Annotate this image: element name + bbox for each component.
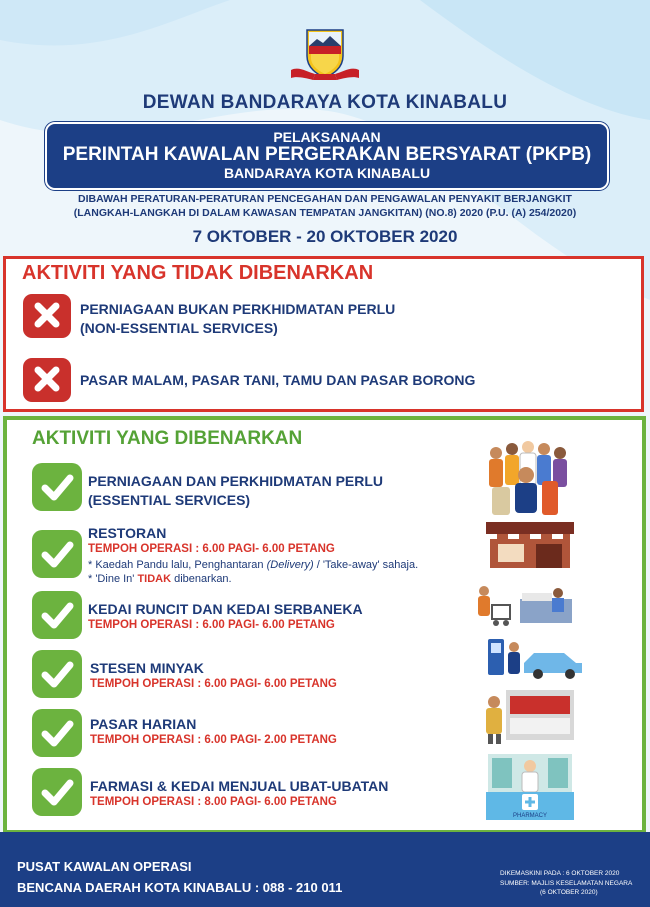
check-icon — [32, 591, 82, 639]
pharmacy-illustration — [486, 752, 574, 822]
operating-hours: TEMPOH OPERASI : 6.00 PAGI- 2.00 PETANG — [90, 734, 337, 746]
allowed-item-line1: RESTORAN — [88, 525, 167, 541]
operating-hours: TEMPOH OPERASI : 6.00 PAGI- 6.00 PETANG — [90, 678, 337, 690]
allowed-item-line1: PASAR HARIAN — [90, 716, 197, 732]
grocery-store-illustration — [470, 583, 578, 629]
allowed-item — [88, 600, 363, 631]
allowed-item-line1: FARMASI & KEDAI MENJUAL UBAT-UBATAN — [90, 778, 389, 794]
pharmacy-label: PHARMACY — [512, 813, 548, 819]
operating-hours: TEMPOH OPERASI : 6.00 PAGI- 6.00 PETANG — [88, 619, 335, 631]
prohibited-item-line1: PERNIAGAAN BUKAN PERKHIDMATAN PERLU — [80, 301, 396, 317]
prohibited-item — [80, 300, 395, 338]
check-icon — [32, 530, 82, 578]
check-icon — [32, 709, 82, 757]
prohibited-title: AKTIVITI YANG TIDAK DIBENARKAN — [22, 262, 374, 284]
check-icon — [32, 650, 82, 698]
essential-workers-illustration — [482, 437, 574, 517]
cross-icon — [23, 358, 71, 402]
allowed-item-line2: (ESSENTIAL SERVICES) — [88, 492, 251, 508]
regulation-line-2: (LANGKAH-LANGKAH DI DALAM KAWASAN TEMPATAN JANGKITAN) (NO.8) 2020 (P.U. (A) 254/2020) — [73, 207, 577, 219]
regulation-line-1: DIBAWAH PERATURAN-PERATURAN PENCEGAHAN DAN PENGAWALAN PENYAKIT BERJANGKIT — [78, 193, 572, 205]
prohibited-item-line2: (NON-ESSENTIAL SERVICES) — [80, 320, 278, 336]
allowed-item — [90, 659, 337, 690]
operating-hours: TEMPOH OPERASI : 6.00 PAGI- 6.00 PETANG — [88, 543, 335, 555]
regulation-text — [20, 192, 630, 220]
organization-name: DEWAN BANDARAYA KOTA KINABALU — [142, 92, 508, 113]
check-icon — [32, 463, 82, 511]
banner-line-3: BANDARAYA KOTA KINABALU — [223, 165, 431, 181]
restaurant-note-1: * Kaedah Pandu lalu, Penghantaran (Delivery) / 'Take-away' sahaja. — [88, 559, 419, 571]
allowed-item — [90, 777, 388, 808]
banner-line-1: PELAKSANAAN — [273, 129, 381, 145]
date-range: 7 OKTOBER - 20 OKTOBER 2020 — [192, 227, 458, 246]
prohibited-item — [80, 371, 475, 390]
market-illustration — [476, 688, 578, 746]
source: SUMBER: MAJLIS KESELAMATAN NEGARA — [500, 880, 633, 887]
cross-icon — [23, 294, 71, 338]
allowed-item-line1: PERNIAGAAN DAN PERKHIDMATAN PERLU — [88, 473, 384, 489]
footer-line-1: PUSAT KAWALAN OPERASI — [17, 859, 192, 874]
restaurant-illustration — [486, 518, 574, 570]
allowed-item — [90, 715, 337, 746]
title-banner — [45, 122, 609, 190]
city-crest-icon — [289, 26, 361, 84]
footer-line-2: BENCANA DAERAH KOTA KINABALU : 088 - 210 011 — [17, 880, 343, 895]
allowed-item-line1: STESEN MINYAK — [90, 660, 204, 676]
petrol-station-illustration — [486, 637, 584, 681]
banner-line-2: PERINTAH KAWALAN PERGERAKAN BERSYARAT (PKPB) — [62, 144, 592, 165]
check-icon — [32, 768, 82, 816]
prohibited-item-line1: PASAR MALAM, PASAR TANI, TAMU DAN PASAR BORONG — [80, 372, 476, 388]
operating-hours: TEMPOH OPERASI : 8.00 PAGI- 6.00 PETANG — [90, 796, 337, 808]
source-date: (6 OKTOBER 2020) — [540, 889, 598, 896]
restaurant-note-2: * 'Dine In' TIDAK dibenarkan. — [88, 573, 232, 585]
updated-date: DIKEMASKINI PADA : 6 OKTOBER 2020 — [500, 870, 620, 877]
allowed-item — [88, 524, 418, 586]
allowed-title: AKTIVITI YANG DIBENARKAN — [32, 428, 303, 449]
allowed-item — [88, 472, 383, 510]
allowed-item-line1: KEDAI RUNCIT DAN KEDAI SERBANEKA — [88, 601, 363, 617]
